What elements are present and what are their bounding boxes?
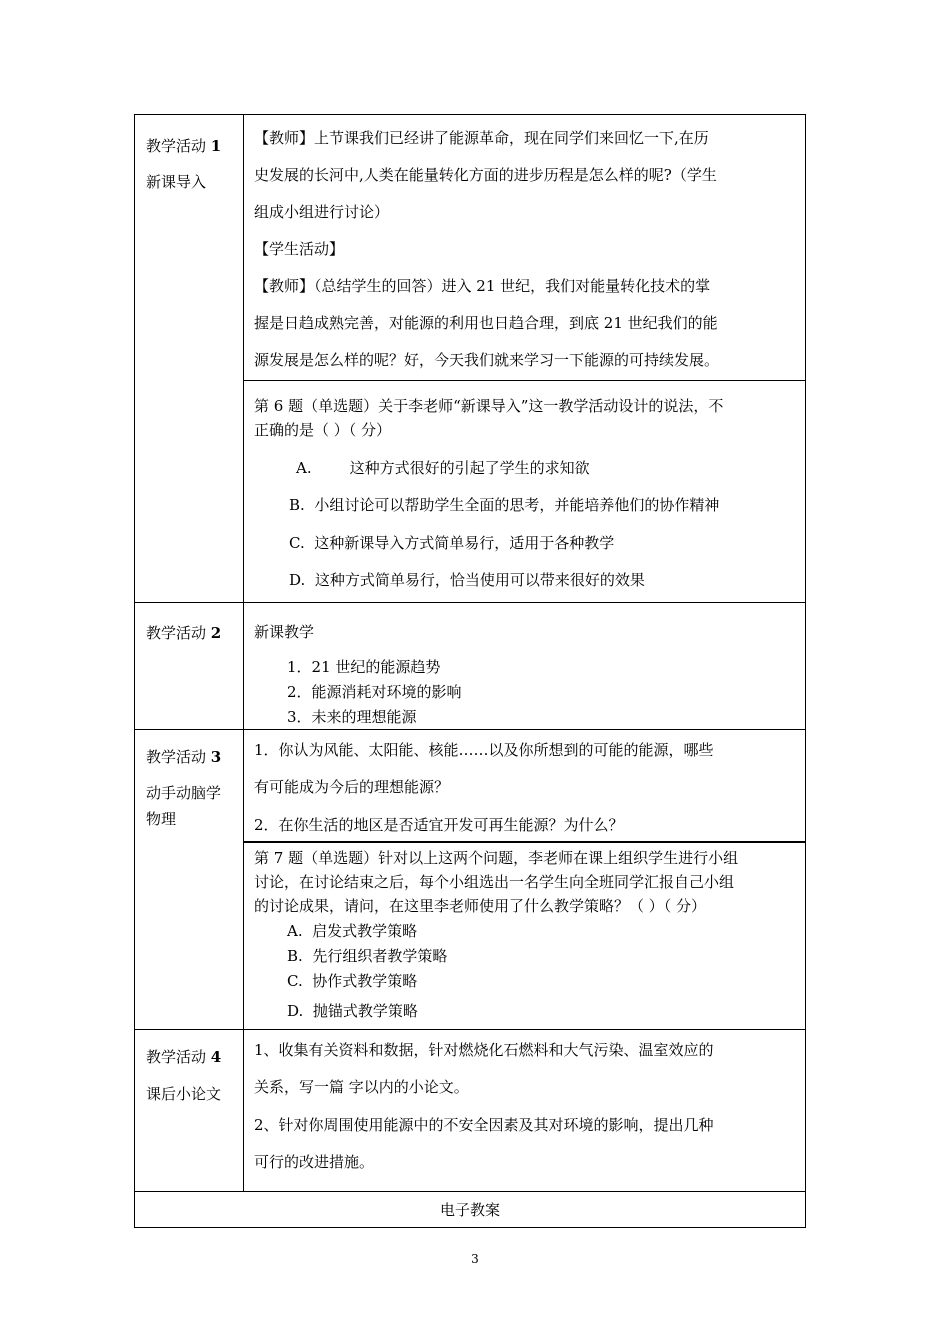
- row3-sublabel-2: 物理: [146, 810, 177, 828]
- q7-option-b: B. 先行组织者教学策略: [287, 947, 448, 965]
- row2-label: 教学活动 2: [146, 624, 222, 642]
- q7-option-a: A. 启发式教学策略: [287, 922, 418, 940]
- page-number: 3: [471, 1252, 479, 1266]
- row-divider-2: [134, 729, 806, 730]
- lesson-table: [134, 114, 806, 1228]
- row4-line-1: 1、收集有关资料和数据，针对燃烧化石燃料和大气污染、温室效应的: [254, 1041, 714, 1059]
- table-border-bottom: [134, 1227, 806, 1228]
- row1-sublabel: 新课导入: [146, 173, 207, 191]
- q6-option-c: C. 这种新课导入方式简单易行，适用于各种教学: [289, 534, 615, 552]
- row3-line-2: 有可能成为今后的理想能源？: [254, 778, 450, 796]
- row2-list-item-1: 1．21 世纪的能源趋势: [287, 658, 441, 676]
- row4-line-4: 可行的改进措施。: [254, 1153, 375, 1171]
- row3-label: 教学活动 3: [146, 748, 222, 766]
- row4-line-2: 关系，写一篇 字以内的小论文。: [254, 1078, 469, 1096]
- row3-line-1: 1．你认为风能、太阳能、核能……以及你所想到的可能的能源，哪些: [254, 741, 714, 759]
- row1-line-6: 握是日趋成熟完善，对能源的利用也日趋合理，到底 21 世纪我们的能: [254, 314, 718, 332]
- row1-line-1: 【教师】上节课我们已经讲了能源革命，现在同学们来回忆一下,在历: [254, 129, 709, 147]
- q7-option-d: D. 抛锚式教学策略: [287, 1002, 418, 1020]
- row4-line-3: 2、针对你周围使用能源中的不安全因素及其对环境的影响，提出几种: [254, 1116, 714, 1134]
- row2-list-item-3: 3．未来的理想能源: [287, 708, 417, 726]
- table-border-right: [805, 114, 806, 1228]
- footer-label: 电子教案: [439, 1201, 500, 1219]
- q7-line-2: 讨论，在讨论结束之后，每个小组选出一名学生向全班同学汇报自己小组: [254, 873, 735, 891]
- row1-label: 教学活动 1: [146, 137, 222, 155]
- row2-line-1: 新课教学: [254, 623, 315, 641]
- row3-sublabel-1: 动手动脑学: [146, 784, 222, 802]
- table-border-top: [134, 114, 806, 115]
- q6-line-2: 正确的是（ ）（ 分）: [254, 421, 392, 439]
- row1-line-4: 【学生活动】: [254, 240, 345, 258]
- q6-option-a: A. 这种方式很好的引起了学生的求知欲: [296, 459, 590, 477]
- row-divider-1: [134, 602, 806, 603]
- row1-line-5: 【教师】（总结学生的回答）进入 21 世纪，我们对能量转化技术的掌: [254, 277, 711, 295]
- q7-option-c: C. 协作式教学策略: [287, 972, 418, 990]
- q7-line-1: 第 7 题（单选题）针对以上这两个问题，李老师在课上组织学生进行小组: [254, 849, 739, 867]
- q7-line-3: 的讨论成果，请问，在这里李老师使用了什么教学策略？（ ）（ 分）: [254, 897, 707, 915]
- sub-divider-2: [243, 841, 806, 843]
- row2-list-item-2: 2．能源消耗对环境的影响: [287, 683, 462, 701]
- q6-option-d: D. 这种方式简单易行，恰当使用可以带来很好的效果: [289, 571, 645, 589]
- table-border-left: [134, 114, 135, 1228]
- q6-line-1: 第 6 题（单选题）关于李老师“新课导入”这一教学活动设计的说法，不: [254, 397, 724, 415]
- row4-label: 教学活动 4: [146, 1048, 222, 1066]
- row4-sublabel: 课后小论文: [146, 1085, 222, 1103]
- row-divider-4: [134, 1191, 806, 1192]
- row1-line-2: 史发展的长河中,人类在能量转化方面的进步历程是怎么样的呢?（学生: [254, 166, 717, 184]
- row1-line-7: 源发展是怎么样的呢？好，今天我们就来学习一下能源的可持续发展。: [254, 351, 720, 369]
- q6-option-b: B. 小组讨论可以帮助学生全面的思考，并能培养他们的协作精神: [289, 496, 720, 514]
- row3-line-3: 2．在你生活的地区是否适宜开发可再生能源？为什么？: [254, 816, 624, 834]
- row1-line-3: 组成小组进行讨论）: [254, 203, 390, 221]
- row-divider-3: [134, 1029, 806, 1030]
- sub-divider-1: [243, 380, 806, 381]
